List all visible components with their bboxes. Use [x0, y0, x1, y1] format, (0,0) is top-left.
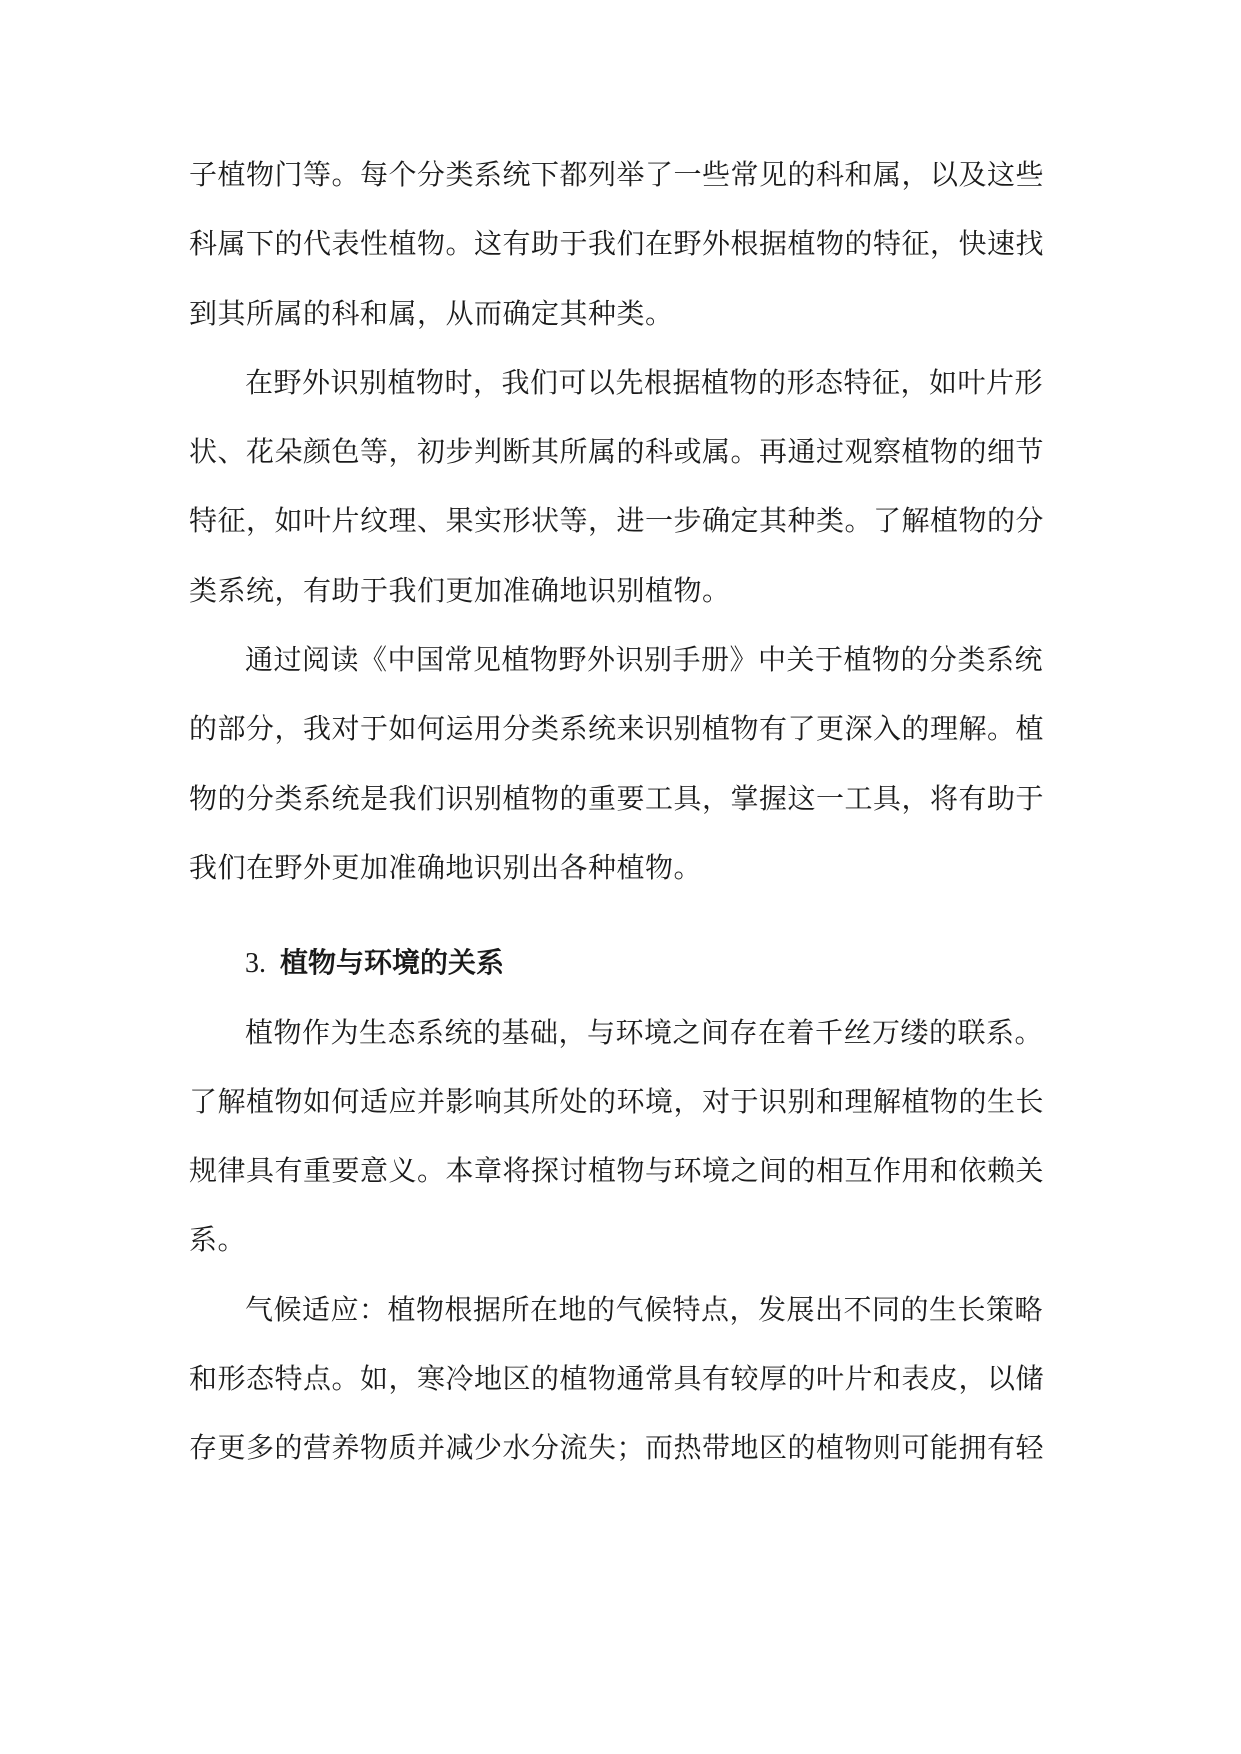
text-line: 类系统，有助于我们更加准确地识别植物。 [189, 573, 731, 607]
text-line: 子植物门等。每个分类系统下都列举了一些常见的科和属，以及这些 [189, 158, 1045, 191]
section-number: 3. [245, 948, 266, 980]
paragraph [189, 1275, 1055, 1483]
paragraph [189, 625, 1055, 902]
text-line: 和形态特点。如，寒冷地区的植物通常具有较厚的叶片和表皮，以储 [189, 1362, 1045, 1396]
paragraph [189, 348, 1055, 625]
paragraph-continued [189, 140, 1055, 348]
text-line: 存更多的营养物质并减少水分流失；而热带地区的植物则可能拥有轻 [189, 1431, 1045, 1465]
text-line: 气候适应：植物根据所在地的气候特点，发展出不同的生长策略 [245, 1292, 1044, 1326]
text-line: 通过阅读《中国常见植物野外识别手册》中关于植物的分类系统 [245, 643, 1044, 677]
text-line: 科属下的代表性植物。这有助于我们在野外根据植物的特征，快速找 [189, 227, 1045, 261]
text-line: 的部分，我对于如何运用分类系统来识别植物有了更深入的理解。植 [189, 712, 1045, 746]
paragraph [189, 998, 1055, 1275]
text-line: 状、花朵颜色等，初步判断其所属的科或属。再通过观察植物的细节 [189, 435, 1045, 469]
text-line: 我们在野外更加准确地识别出各种植物。 [189, 850, 703, 884]
section-title: 植物与环境的关系 [280, 946, 505, 980]
document-body [189, 140, 1055, 1483]
text-line: 系。 [189, 1223, 247, 1257]
text-line: 植物作为生态系统的基础，与环境之间存在着千丝万缕的联系。 [245, 1015, 1044, 1049]
section-heading [189, 928, 1055, 997]
text-line: 了解植物如何适应并影响其所处的环境，对于识别和理解植物的生长 [189, 1084, 1045, 1118]
text-line: 物的分类系统是我们识别植物的重要工具，掌握这一工具，将有助于 [189, 781, 1045, 815]
text-line: 在野外识别植物时，我们可以先根据植物的形态特征，如叶片形 [245, 365, 1044, 399]
text-line: 规律具有重要意义。本章将探讨植物与环境之间的相互作用和依赖关 [189, 1154, 1045, 1188]
text-line: 到其所属的科和属，从而确定其种类。 [189, 296, 674, 330]
text-line: 特征，如叶片纹理、果实形状等，进一步确定其种类。了解植物的分 [189, 504, 1045, 538]
